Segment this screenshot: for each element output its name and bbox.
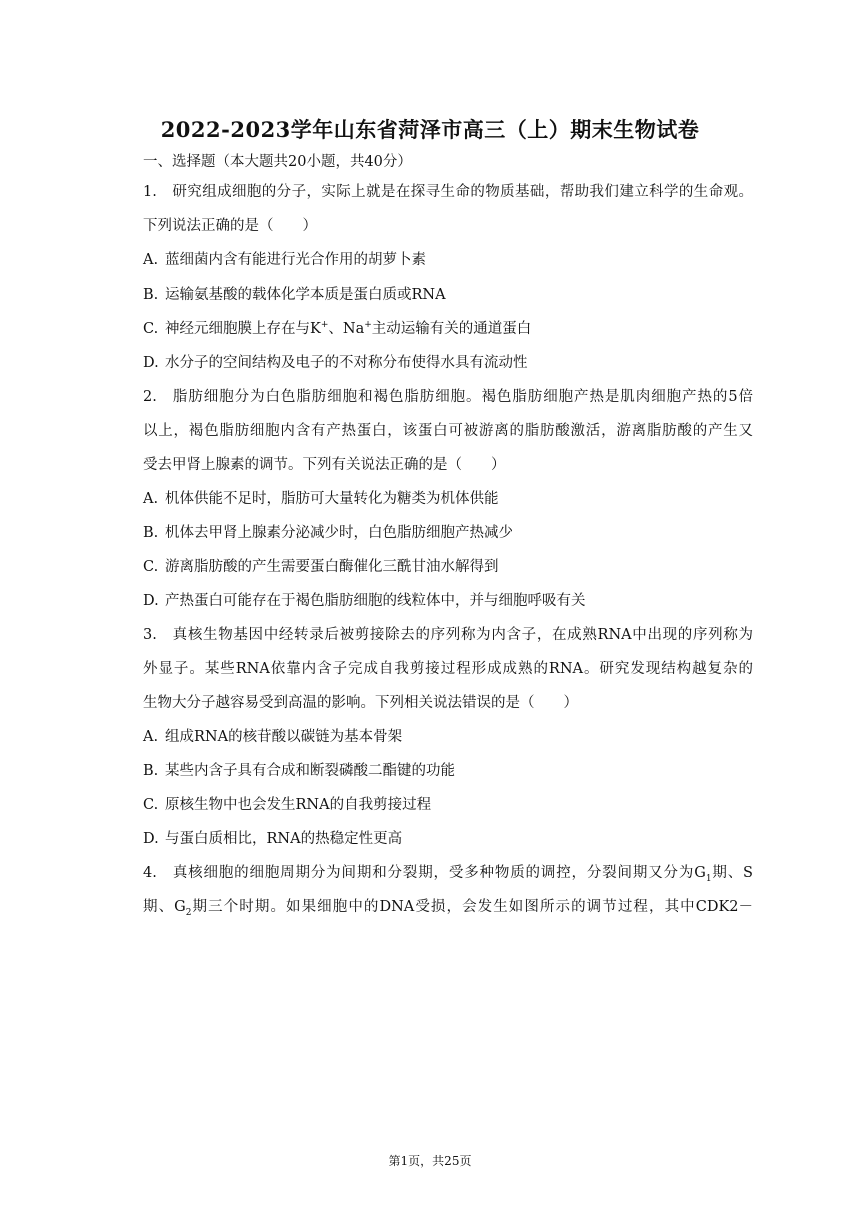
question-1-option-b: B. 运输氨基酸的载体化学本质是蛋白质或RNA <box>143 287 446 303</box>
question-1-stem-line-2: 下列说法正确的是（ ） <box>143 218 317 234</box>
page-footer: 第1页，共25页 <box>388 1154 472 1168</box>
question-number: 4. <box>143 865 157 881</box>
question-2-option-c: C. 游离脂肪酸的产生需要蛋白酶催化三酰甘油水解得到 <box>143 559 499 575</box>
question-number: 3. <box>143 627 157 643</box>
question-2-stem-line-3: 受去甲肾上腺素的调节。下列有关说法正确的是（ ） <box>143 457 506 473</box>
question-1-option-d: D. 水分子的空间结构及电子的不对称分布使得水具有流动性 <box>143 355 528 371</box>
section-heading: 一、选择题（本大题共20小题，共40分） <box>143 154 412 170</box>
question-1-option-c: C. 神经元细胞膜上存在与K+、Na+主动运输有关的通道蛋白 <box>143 320 532 337</box>
question-3-option-b: B. 某些内含子具有合成和断裂磷酸二酯键的功能 <box>143 763 455 779</box>
question-4-stem-line-1: 4. 真核细胞的细胞周期分为间期和分裂期，受多种物质的调控，分裂间期又分为$G_1$期、S <box>143 865 753 884</box>
question-3-option-a: A. 组成RNA的核苷酸以碳链为基本骨架 <box>143 729 403 745</box>
question-number: 1. <box>143 184 157 200</box>
question-2-stem-line-1: 2. 脂肪细胞分为白色脂肪细胞和褐色脂肪细胞。褐色脂肪细胞产热是肌肉细胞产热的5倍 <box>143 389 753 405</box>
question-4-stem-line-2: 期、$G_2$期三个时期。如果细胞中的DNA受损，会发生如图所示的调节过程，其中CDK2－ <box>143 899 753 918</box>
question-3-option-d: D. 与蛋白质相比，RNA的热稳定性更高 <box>143 831 403 847</box>
question-2-option-a: A. 机体供能不足时，脂肪可大量转化为糖类为机体供能 <box>143 491 499 507</box>
question-3-stem-line-3: 生物大分子越容易受到高温的影响。下列相关说法错误的是（ ） <box>143 695 578 711</box>
question-1-option-a: A. 蓝细菌内含有能进行光合作用的胡萝卜素 <box>143 252 426 268</box>
question-number: 2. <box>143 389 157 405</box>
question-3-stem-line-2: 外显子。某些RNA依靠内含子完成自我剪接过程形成成熟的RNA。研究发现结构越复杂的 <box>143 661 753 677</box>
question-3-option-c: C. 原核生物中也会发生RNA的自我剪接过程 <box>143 797 432 813</box>
question-1-stem-line-1: 1. 研究组成细胞的分子，实际上就是在探寻生命的物质基础，帮助我们建立科学的生命观。 <box>143 184 753 200</box>
question-2-option-d: D. 产热蛋白可能存在于褐色脂肪细胞的线粒体中，并与细胞呼吸有关 <box>143 593 586 609</box>
question-3-stem-line-1: 3. 真核生物基因中经转录后被剪接除去的序列称为内含子，在成熟RNA中出现的序列称为 <box>143 627 753 643</box>
question-2-stem-line-2: 以上，褐色脂肪细胞内含有产热蛋白，该蛋白可被游离的脂肪酸激活，游离脂肪酸的产生又 <box>143 423 753 439</box>
question-2-option-b: B. 机体去甲肾上腺素分泌减少时，白色脂肪细胞产热减少 <box>143 525 513 541</box>
page-title: 2022-2023学年山东省菏泽市高三（上）期末生物试卷 <box>160 117 700 142</box>
